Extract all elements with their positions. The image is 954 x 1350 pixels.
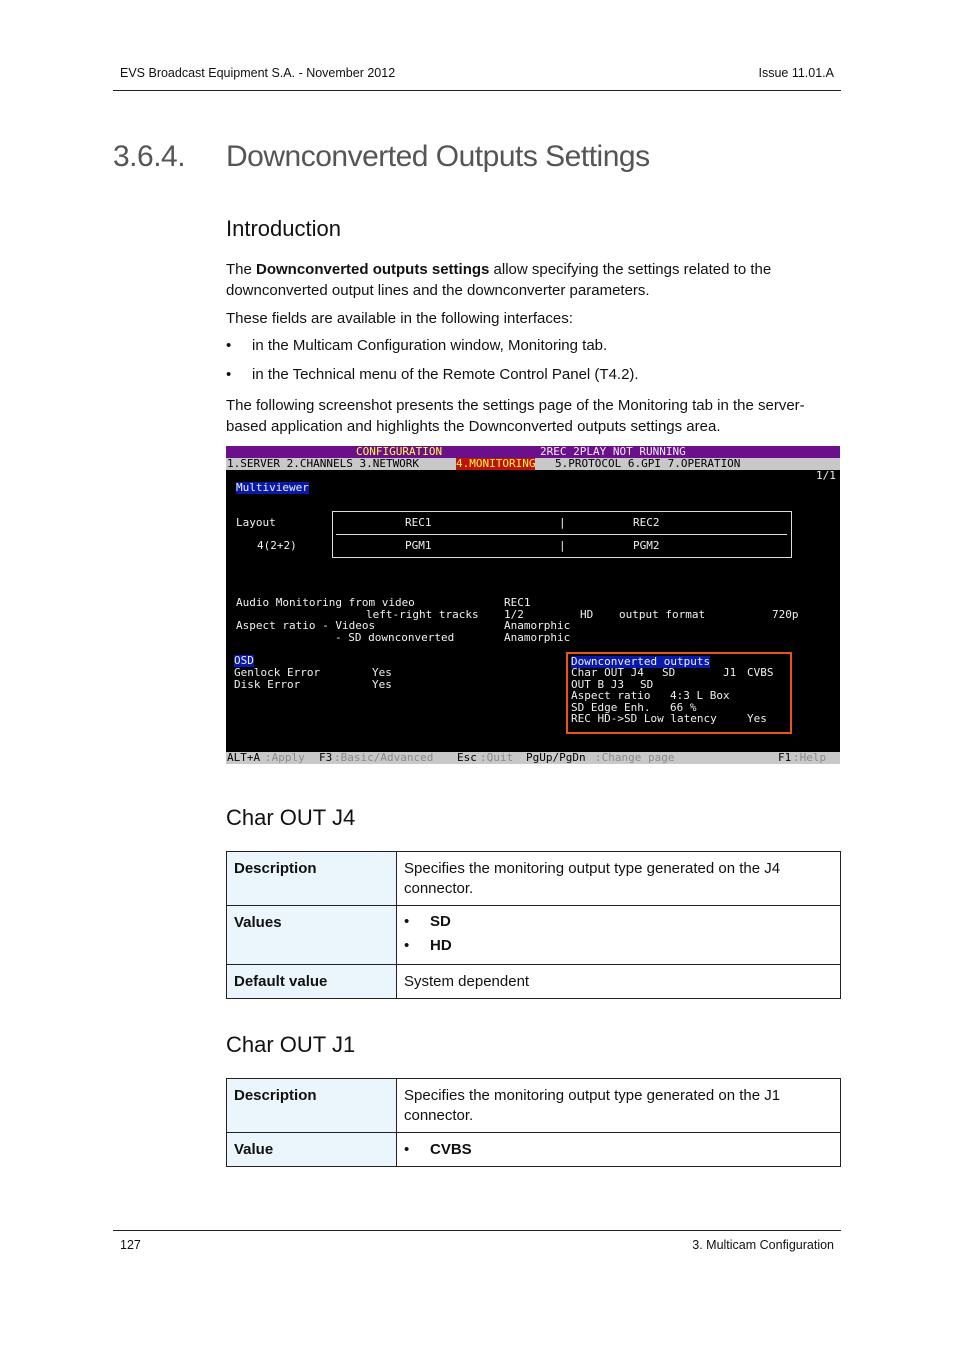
key-page[interactable]: PgUp/PgDn [526,751,586,764]
tab-list-rest[interactable]: 5.PROTOCOL 6.GPI 7.OPERATION [555,457,741,470]
bullet-text: in the Technical menu of the Remote Control Panel (T4.2). [252,366,639,383]
list-item [404,1140,833,1160]
key-page-label: :Change page [595,751,675,764]
list-item [404,910,833,934]
output-format-value[interactable]: 720p [772,608,799,621]
disk-label: Disk Error [234,678,301,691]
aspect-videos-label: Aspect ratio - Videos [236,619,376,632]
multiviewer-label: Multiviewer [236,481,309,494]
footer-rule [113,1230,841,1231]
description-value: Specifies the monitoring output type generated on the J1 connector. [397,1079,841,1133]
description-label: Description [227,852,397,906]
out-b-j3-label: OUT B J3 [571,678,624,691]
default-value: System dependent [397,965,841,999]
aspect-sd-value[interactable]: Anamorphic [504,631,571,644]
layout-label: Layout [236,516,276,529]
layout-box-divider [336,534,787,535]
table-row [227,1133,841,1167]
screen-title: CONFIGURATION [356,446,443,458]
key-apply[interactable]: ALT+A [227,751,261,764]
table-row [227,906,841,965]
intro-paragraph [226,259,826,301]
value-label: Value [227,1133,397,1167]
bullet-glyph: • [226,366,232,383]
dc-aspect-label: Aspect ratio [571,689,651,702]
osd-label: OSD [234,654,254,667]
aspect-videos-value[interactable]: Anamorphic [504,619,571,632]
table-row [227,852,841,906]
values-label: Values [227,906,397,965]
bullet-item [226,337,607,354]
bullet-glyph: • [404,1141,410,1158]
char-out-j4-heading: Char OUT J4 [226,805,356,830]
char-out-j1-table [226,1078,841,1167]
key-f3-label: :Basic/Advanced [334,751,434,764]
disk-value[interactable]: Yes [372,678,392,691]
values-list [397,906,841,965]
page-header-left: EVS Broadcast Equipment S.A. - November 2012 [120,66,396,80]
layout-value[interactable]: 4(2+2) [257,539,297,552]
bullet-text: in the Multicam Configuration window, Monitoring tab. [252,337,608,354]
audio-source[interactable]: REC1 [504,596,531,609]
tab-list[interactable]: 1.SERVER 2.CHANNELS 3.NETWORK [227,457,420,470]
value-hd: HD [430,937,452,954]
page-number: 127 [120,1238,141,1252]
chapter-name: 3. Multicam Configuration [692,1238,834,1252]
section-number: 3.6.4. [113,140,186,173]
audio-label: Audio Monitoring from video [236,596,415,609]
value-cvbs: CVBS [430,1141,472,1158]
out-b-j3-value[interactable]: SD [640,678,654,691]
bullet-item [226,366,639,383]
char-out-j1-value[interactable]: CVBS [747,666,774,679]
aspect-sd-label: - SD downconverted [335,631,455,644]
char-out-j4-value[interactable]: SD [662,666,676,679]
key-apply-label: :Apply [265,751,305,764]
output-format-label: output format [619,608,706,621]
audio-tracks-label: left-right tracks [366,608,479,621]
dc-aspect-value[interactable]: 4:3 L Box [670,689,730,702]
screenshot-paragraph: The following screenshot presents the settings page of the Monitoring tab in the server-based application and highlights the Downconverted outputs settings area. [226,397,805,435]
hd-value[interactable]: HD [580,608,594,621]
page-header-right: Issue 11.01.A [758,66,834,80]
intro-heading: Introduction [226,216,341,241]
description-value: Specifies the monitoring output type generated on the J4 connector. [397,852,841,906]
bullet-glyph: • [404,913,410,930]
interfaces-paragraph: These fields are available in the following interfaces: [226,310,573,327]
cell-pgm1[interactable]: PGM1 [405,539,432,552]
bullet-glyph: • [226,337,232,354]
section-title: Downconverted Outputs Settings [226,140,650,173]
default-label: Default value [227,965,397,999]
tab-monitoring[interactable]: 4.MONITORING [456,457,536,470]
cell-sep: | [559,539,566,552]
downconverted-title: Downconverted outputs [571,655,711,668]
char-out-j1-label: J1 [723,666,737,679]
list-item [404,934,833,958]
cell-rec1[interactable]: REC1 [405,516,432,529]
table-row [227,965,841,999]
audio-tracks[interactable]: 1/2 [504,608,524,621]
screen-status: 2REC 2PLAY NOT RUNNING [540,446,686,458]
char-out-j4-label: Char OUT J4 [571,666,644,679]
cell-rec2[interactable]: REC2 [633,516,660,529]
char-out-j1-heading: Char OUT J1 [226,1032,356,1057]
description-label: Description [227,1079,397,1133]
intro-p1-post: allow specifying the settings related to the downconverted output lines and the downconverter parameters. [226,261,772,299]
intro-p1-pre: The [226,261,257,278]
cell-sep: | [559,516,566,529]
bullet-glyph: • [404,937,410,954]
header-rule [113,90,841,91]
genlock-value[interactable]: Yes [372,666,392,679]
value-list [397,1133,841,1167]
low-latency-label: REC HD->SD Low latency [571,712,717,725]
cell-pgm2[interactable]: PGM2 [633,539,660,552]
key-f1-label: :Help [793,751,827,764]
key-f1[interactable]: F1 [778,751,792,764]
genlock-label: Genlock Error [234,666,321,679]
key-f3[interactable]: F3 [319,751,333,764]
char-out-j4-table [226,851,841,999]
value-sd: SD [430,913,451,930]
key-esc-label: :Quit [480,751,514,764]
sd-edge-label: SD Edge Enh. [571,701,651,714]
intro-p1-bold: Downconverted outputs settings [256,261,490,278]
key-esc[interactable]: Esc [457,751,477,764]
sd-edge-value[interactable]: 66 % [670,701,697,714]
low-latency-value[interactable]: Yes [747,712,767,725]
page-indicator: 1/1 [816,469,836,482]
monitoring-screenshot [226,446,840,764]
table-row [227,1079,841,1133]
